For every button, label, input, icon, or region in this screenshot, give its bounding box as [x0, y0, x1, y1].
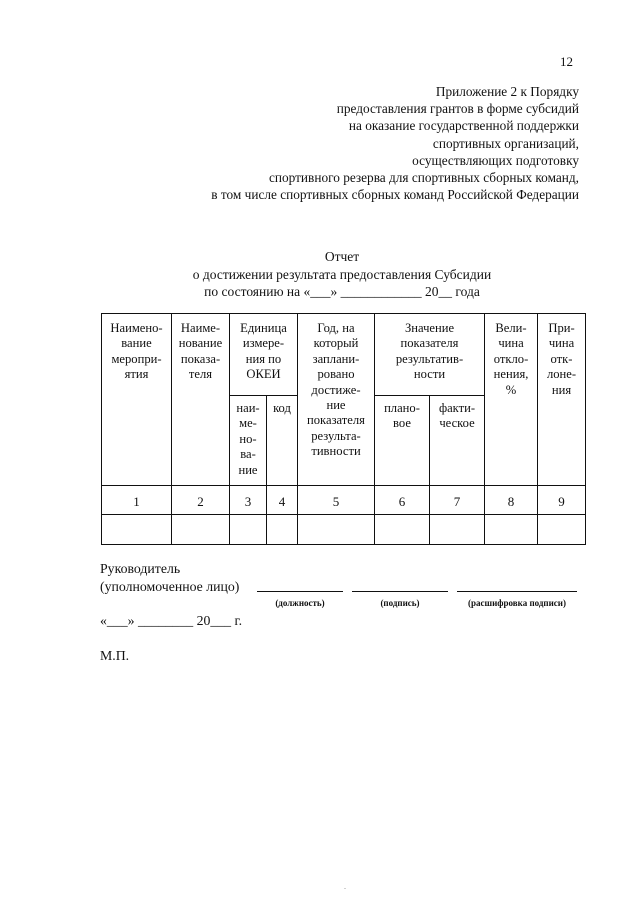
- table-row: [102, 515, 586, 545]
- column-number: 8: [485, 486, 538, 515]
- header-text-line: вание: [121, 336, 152, 351]
- header-text-line: тивности: [311, 444, 361, 459]
- header-text-line: который: [313, 336, 359, 351]
- appendix-header: [109, 83, 579, 203]
- signature-block: [100, 560, 590, 608]
- header-unit-name: [230, 396, 267, 486]
- appendix-line: спортивного резерва для спортивных сборных команд,: [268, 170, 579, 186]
- stamp-place: М.П.: [100, 648, 130, 663]
- header-unit-code: код: [267, 396, 298, 486]
- header-text-line: чина: [498, 336, 524, 351]
- header-planned-value: [375, 396, 430, 486]
- header-deviation-reason: [538, 314, 586, 486]
- appendix-line: Приложение 2 к Порядку: [435, 84, 579, 99]
- appendix-line: на оказание государственной поддержки: [348, 118, 579, 134]
- header-text-line: ме-: [239, 416, 257, 431]
- header-indicator-value: [375, 314, 485, 396]
- header-text-line: наи-: [236, 401, 260, 415]
- column-number: 5: [298, 486, 375, 515]
- header-text-line: ровано: [317, 367, 355, 382]
- title-line-1: Отчет: [324, 249, 360, 264]
- header-deviation: [485, 314, 538, 486]
- header-indicator-name: [172, 314, 230, 486]
- header-text-line: показателя: [400, 336, 459, 351]
- header-text-line: Год, на: [317, 321, 355, 335]
- report-table: [101, 313, 586, 545]
- header-text-line: Наимено-: [110, 321, 163, 335]
- header-text-line: результатив-: [395, 351, 464, 366]
- date-line: «___» ________ 20___ г.: [100, 613, 243, 628]
- header-text-line: ва-: [240, 447, 256, 462]
- signature-subtitle: (уполномоченное лицо): [100, 578, 240, 594]
- header-text-line: Единица: [240, 321, 287, 335]
- column-number: 2: [172, 486, 230, 515]
- table-cell: [230, 515, 267, 545]
- table-cell: [375, 515, 430, 545]
- header-text-line: ятия: [124, 367, 149, 382]
- header-text-line: отклo-: [493, 351, 529, 366]
- header-text-line: измере-: [242, 336, 285, 351]
- report-title: [100, 248, 584, 301]
- column-number: 4: [267, 486, 298, 515]
- position-line: [257, 591, 343, 592]
- table-cell: [102, 515, 172, 545]
- appendix-line: осуществляющих подготовку: [412, 152, 579, 168]
- header-text-line: показа-: [180, 351, 221, 366]
- table-cell: [538, 515, 586, 545]
- header-text-line: ние: [326, 398, 346, 413]
- header-event-name: [102, 314, 172, 486]
- column-number: 1: [102, 486, 172, 515]
- table-cell: [172, 515, 230, 545]
- header-text-line: меропри-: [111, 351, 162, 366]
- appendix-line: в том числе спортивных сборных команд Российской Федерации: [211, 187, 579, 203]
- caption-decoding: (расшифровка подписи): [468, 598, 566, 608]
- header-text-line: лоне-: [546, 367, 577, 382]
- header-text-line: отк-: [550, 351, 573, 366]
- decoding-line: [457, 591, 577, 592]
- header-text-line: Значение: [404, 321, 455, 335]
- page-number: 12: [560, 54, 573, 69]
- scan-dot: .: [344, 882, 346, 891]
- column-number: 9: [538, 486, 586, 515]
- table-cell: [298, 515, 375, 545]
- column-number: 7: [430, 486, 485, 515]
- header-text-line: факти-: [438, 401, 476, 415]
- header-text-line: ния: [551, 382, 572, 397]
- column-number: 3: [230, 486, 267, 515]
- header-text-line: заплани-: [312, 351, 360, 366]
- header-text-line: достиже-: [311, 382, 361, 397]
- header-text-line: ности: [413, 367, 446, 382]
- header-text-line: Вели-: [495, 321, 527, 335]
- header-text-line: ние: [238, 462, 258, 477]
- table-cell: [430, 515, 485, 545]
- title-line-2: о достижении результата предоставления Субсидии: [192, 266, 492, 282]
- header-text-line: показателя: [307, 413, 365, 428]
- signature-line: [352, 591, 448, 592]
- appendix-line: предоставления грантов в форме субсидий: [336, 101, 579, 117]
- header-text-line: результа-: [311, 428, 361, 443]
- table-cell: [485, 515, 538, 545]
- signature-title: Руководитель: [100, 561, 181, 576]
- header-text-line: %: [505, 382, 517, 397]
- header-text-line: ОКЕИ: [246, 367, 281, 382]
- header-text-line: ния по: [245, 351, 282, 366]
- header-text-line: плано-: [384, 401, 420, 415]
- caption-position: (должность): [275, 598, 325, 608]
- column-number: 6: [375, 486, 430, 515]
- caption-signature: (подпись): [380, 598, 420, 608]
- header-text-line: теля: [188, 367, 213, 382]
- header-text-line: ческое: [439, 416, 475, 431]
- header-planned-year: [298, 314, 375, 486]
- title-line-3: по состоянию на «___» ____________ 20__ года: [204, 284, 480, 299]
- header-text-line: нения,: [493, 367, 529, 382]
- header-text-line: вое: [393, 416, 411, 431]
- header-actual-value: [430, 396, 485, 486]
- header-text-line: но-: [239, 431, 257, 446]
- header-text-line: При-: [548, 321, 575, 335]
- header-text-line: нование: [178, 336, 223, 351]
- table-cell: [267, 515, 298, 545]
- header-text-line: чина: [548, 336, 575, 351]
- header-text-line: Наиме-: [180, 321, 221, 335]
- appendix-line: спортивных организаций,: [432, 135, 579, 151]
- header-unit-okei: [230, 314, 298, 396]
